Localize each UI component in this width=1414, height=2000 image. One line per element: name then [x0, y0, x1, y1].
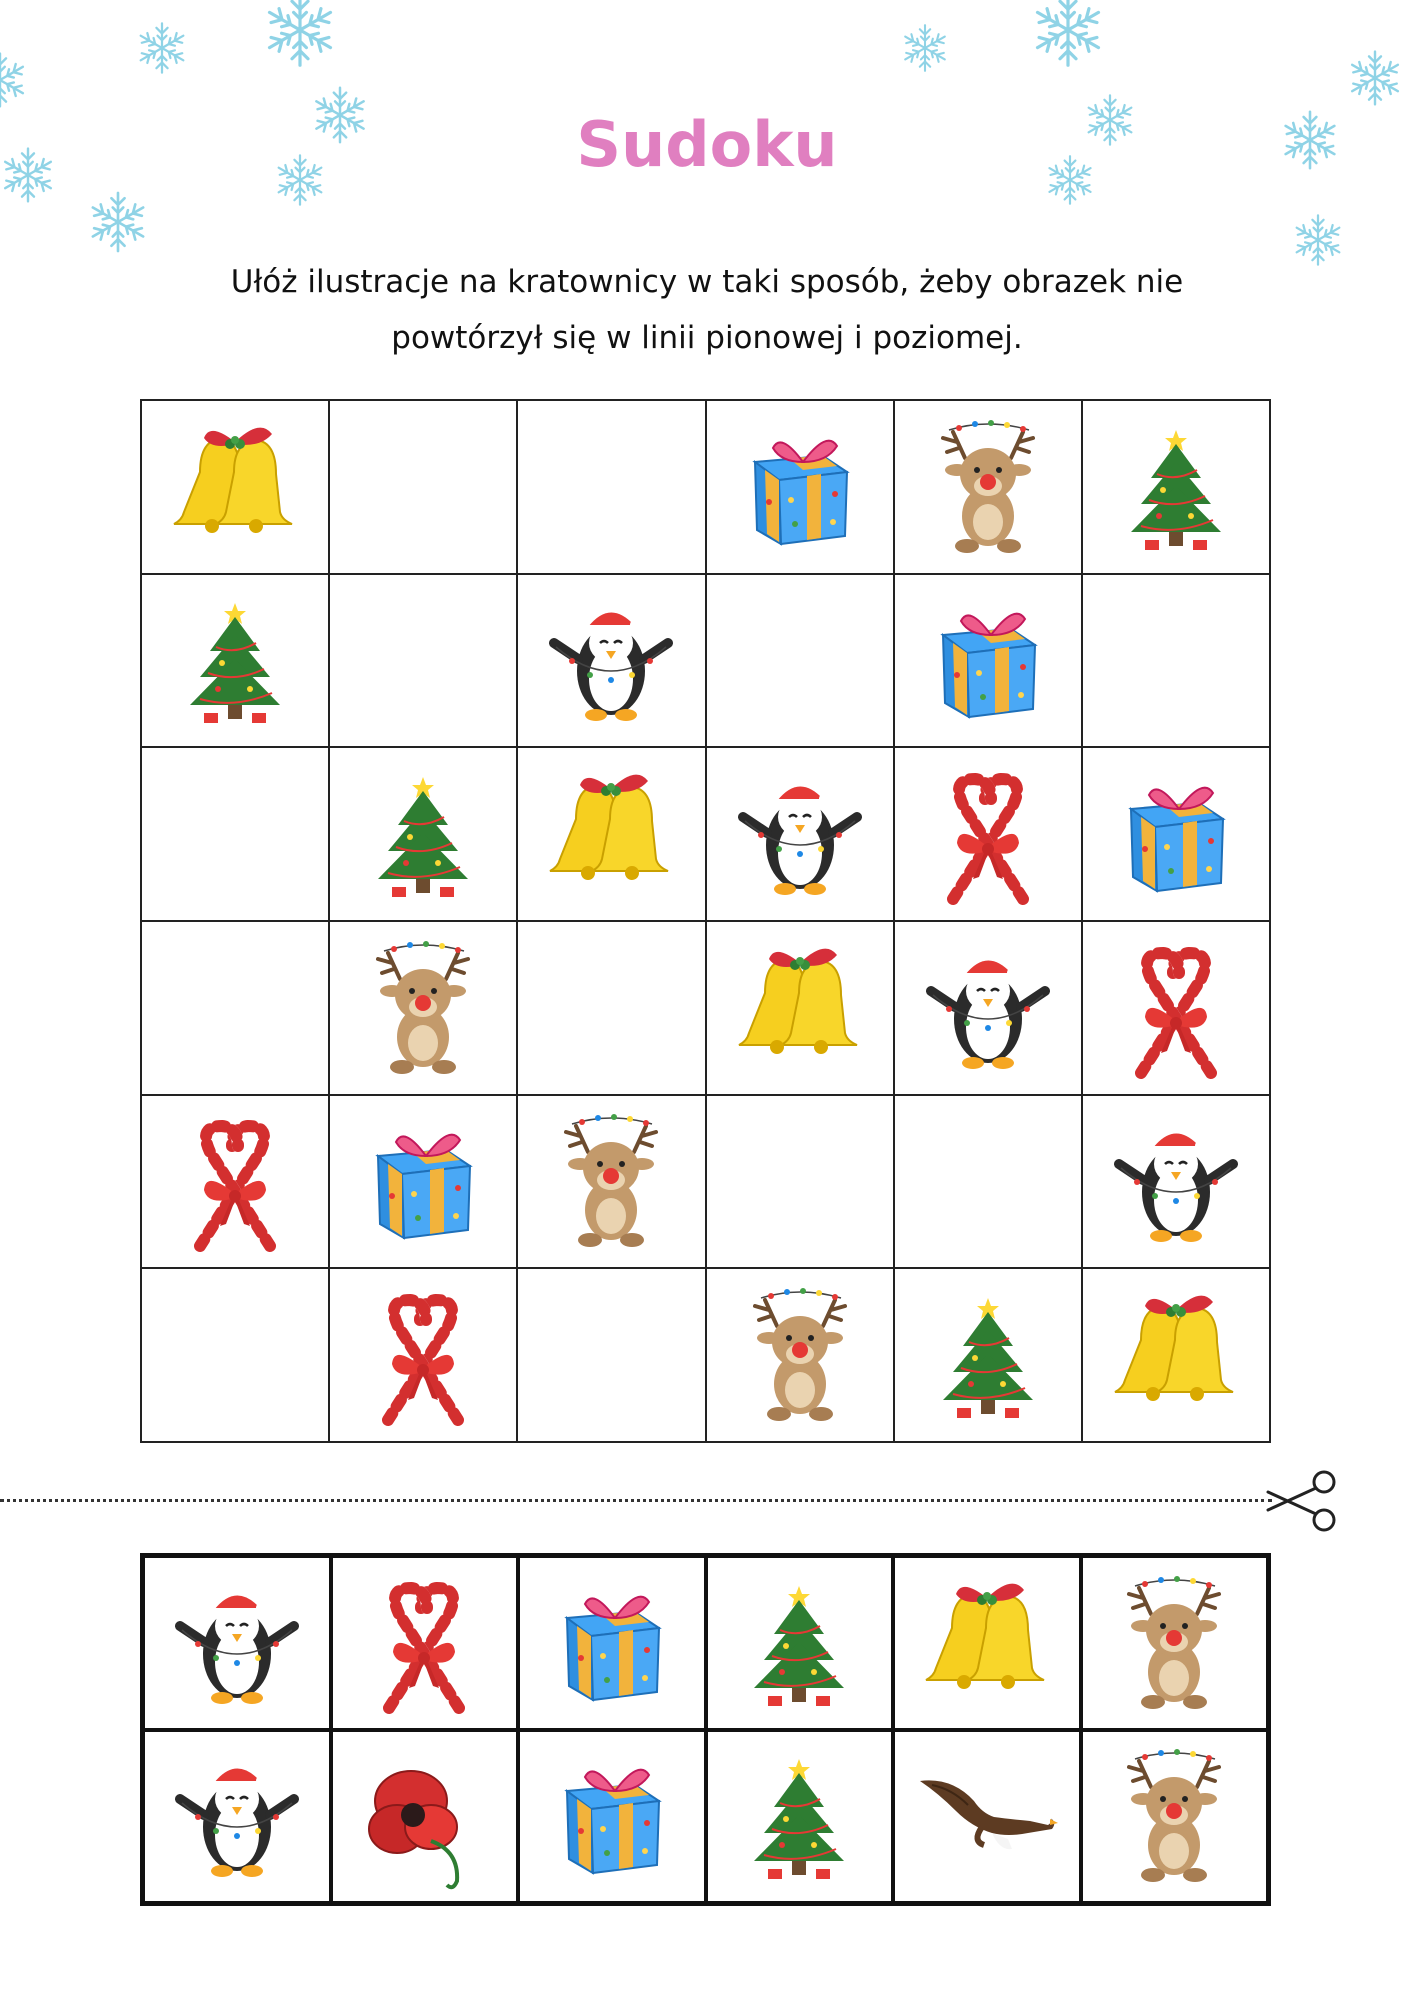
piece-cell-r1-c1	[143, 1556, 331, 1730]
grid-cell-r4-c3	[517, 921, 705, 1095]
grid-cell-r5-c4	[706, 1095, 894, 1269]
gift-icon	[913, 585, 1063, 735]
christmas-tree-icon	[1101, 412, 1251, 562]
reindeer-icon	[1099, 1568, 1249, 1718]
grid-cell-r5-c6	[1082, 1095, 1270, 1269]
grid-cell-r2-c4	[706, 574, 894, 748]
grid-cell-r6-c2	[329, 1268, 517, 1442]
piece-cell-r1-c3	[518, 1556, 706, 1730]
gift-icon	[348, 1106, 498, 1256]
grid-cell-r3-c1	[141, 747, 329, 921]
candy-cane-icon	[349, 1568, 499, 1718]
reindeer-icon	[348, 933, 498, 1083]
grid-cell-r5-c5	[894, 1095, 1082, 1269]
grid-cell-r4-c1	[141, 921, 329, 1095]
bells-icon	[536, 759, 686, 909]
snowflake-icon	[1028, 0, 1108, 70]
piece-cell-r1-c5	[893, 1556, 1081, 1730]
cutout-pieces-grid	[140, 1553, 1271, 1906]
christmas-tree-icon	[724, 1741, 874, 1891]
snowflake-icon	[85, 189, 151, 255]
piece-cell-r2-c6	[1081, 1730, 1269, 1904]
candy-cane-icon	[913, 759, 1063, 909]
reindeer-icon	[725, 1280, 875, 1430]
scissors-icon	[1262, 1470, 1338, 1532]
penguin-icon	[536, 585, 686, 735]
grid-cell-r1-c4	[706, 400, 894, 574]
grid-cell-r2-c5	[894, 574, 1082, 748]
piece-cell-r2-c5	[893, 1730, 1081, 1904]
grid-cell-r1-c2	[329, 400, 517, 574]
poppy-icon	[349, 1741, 499, 1891]
grid-cell-r3-c6	[1082, 747, 1270, 921]
grid-cell-r5-c1	[141, 1095, 329, 1269]
snowflake-icon	[134, 20, 190, 76]
snowflake-icon	[0, 50, 30, 110]
snowflake-icon	[1345, 48, 1405, 108]
instructions	[100, 254, 1314, 366]
gift-icon	[725, 412, 875, 562]
gift-icon	[537, 1568, 687, 1718]
grid-cell-r1-c3	[517, 400, 705, 574]
penguin-icon	[913, 933, 1063, 1083]
christmas-tree-icon	[724, 1568, 874, 1718]
grid-cell-r3-c4	[706, 747, 894, 921]
grid-cell-r5-c2	[329, 1095, 517, 1269]
grid-cell-r4-c6	[1082, 921, 1270, 1095]
candy-cane-icon	[160, 1106, 310, 1256]
reindeer-icon	[536, 1106, 686, 1256]
reindeer-icon	[913, 412, 1063, 562]
piece-cell-r2-c2	[331, 1730, 519, 1904]
penguin-icon	[725, 759, 875, 909]
gift-icon	[1101, 759, 1251, 909]
candy-cane-icon	[1101, 933, 1251, 1083]
piece-cell-r1-c4	[706, 1556, 894, 1730]
grid-cell-r4-c5	[894, 921, 1082, 1095]
piece-cell-r1-c2	[331, 1556, 519, 1730]
christmas-tree-icon	[348, 759, 498, 909]
grid-cell-r3-c2	[329, 747, 517, 921]
candy-cane-icon	[348, 1280, 498, 1430]
piece-cell-r2-c3	[518, 1730, 706, 1904]
penguin-icon	[162, 1568, 312, 1718]
penguin-icon	[1101, 1106, 1251, 1256]
grid-cell-r1-c5	[894, 400, 1082, 574]
cut-line	[0, 1499, 1272, 1502]
instructions-line-2: powtórzył się w linii pionowej i poziomej.	[391, 320, 1023, 356]
grid-cell-r4-c4	[706, 921, 894, 1095]
grid-cell-r1-c1	[141, 400, 329, 574]
grid-cell-r6-c6	[1082, 1268, 1270, 1442]
sudoku-grid	[140, 399, 1271, 1443]
piece-cell-r1-c6	[1081, 1556, 1269, 1730]
grid-cell-r3-c3	[517, 747, 705, 921]
grid-cell-r6-c3	[517, 1268, 705, 1442]
grid-cell-r2-c3	[517, 574, 705, 748]
bells-icon	[725, 933, 875, 1083]
bells-icon	[912, 1568, 1062, 1718]
grid-cell-r6-c5	[894, 1268, 1082, 1442]
grid-cell-r1-c6	[1082, 400, 1270, 574]
bells-icon	[1101, 1280, 1251, 1430]
gift-icon	[537, 1741, 687, 1891]
reindeer-icon	[1099, 1741, 1249, 1891]
christmas-tree-icon	[160, 585, 310, 735]
page-title: Sudoku	[576, 108, 838, 181]
grid-cell-r2-c6	[1082, 574, 1270, 748]
instructions-line-1: Ułóż ilustracje na kratownicy w taki sposób, żeby obrazek nie	[230, 264, 1184, 300]
christmas-tree-icon	[913, 1280, 1063, 1430]
snowflake-icon	[260, 0, 340, 70]
snowflake-icon	[899, 22, 951, 74]
grid-cell-r2-c2	[329, 574, 517, 748]
piece-cell-r2-c4	[706, 1730, 894, 1904]
grid-cell-r2-c1	[141, 574, 329, 748]
piece-cell-r2-c1	[143, 1730, 331, 1904]
grid-cell-r6-c1	[141, 1268, 329, 1442]
eagle-icon	[912, 1741, 1062, 1891]
grid-cell-r4-c2	[329, 921, 517, 1095]
grid-cell-r6-c4	[706, 1268, 894, 1442]
grid-cell-r3-c5	[894, 747, 1082, 921]
grid-cell-r5-c3	[517, 1095, 705, 1269]
bells-icon	[160, 412, 310, 562]
penguin-icon	[162, 1741, 312, 1891]
